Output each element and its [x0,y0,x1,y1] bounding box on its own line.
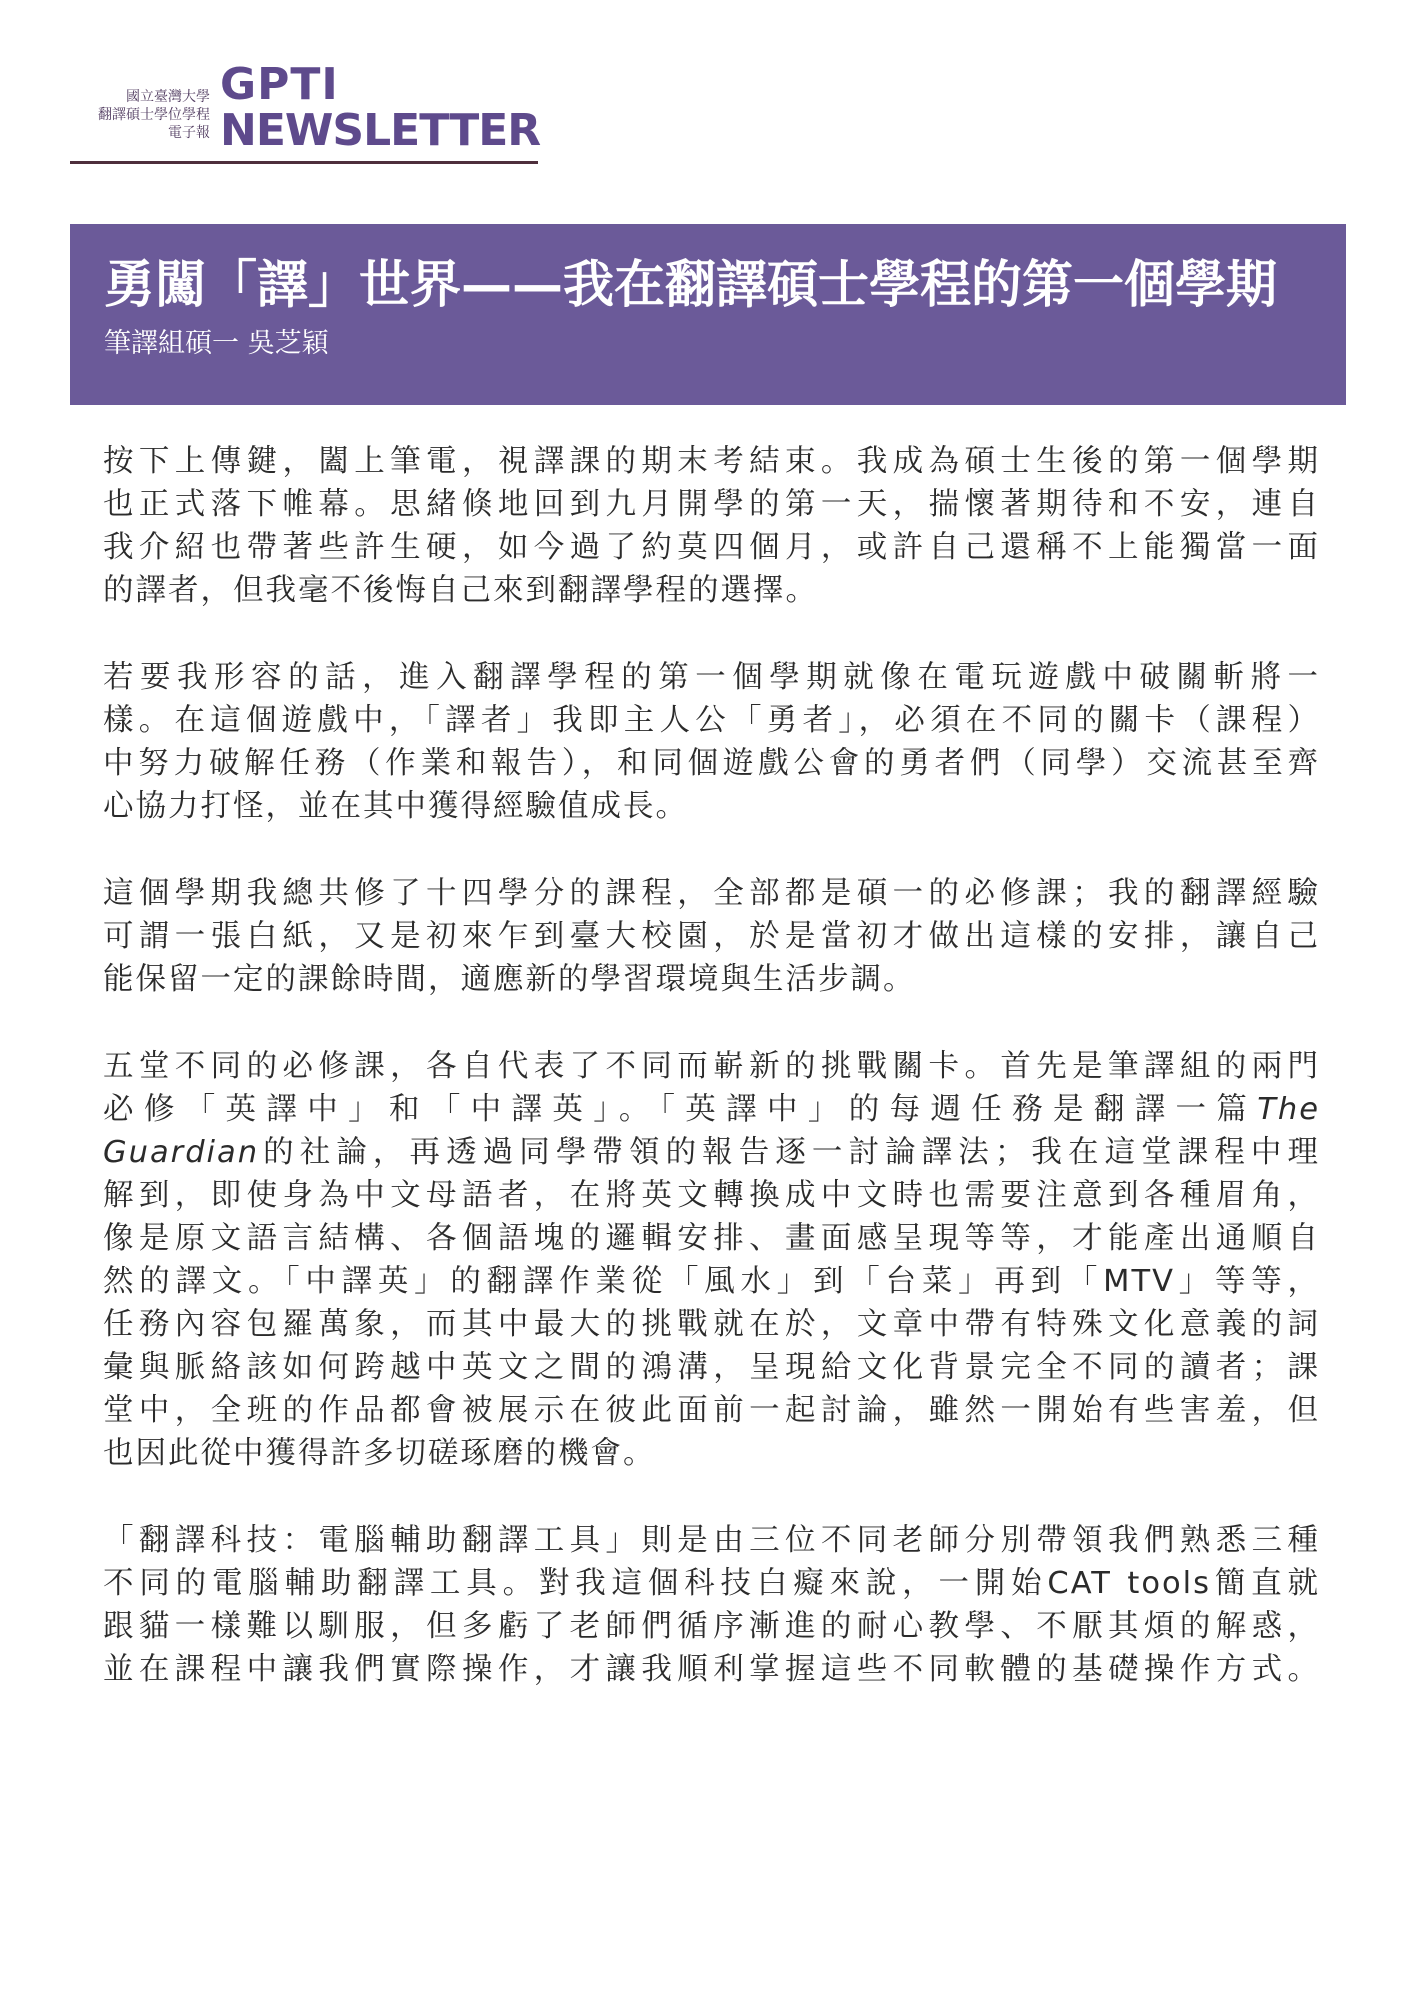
title-banner [70,224,1346,405]
paragraph [103,656,1320,828]
text-line: 能保留一定的課餘時間，適應新的學習環境與生活步調。 [103,962,916,997]
masthead [70,59,541,166]
article-body [103,440,1320,1735]
text-line: 不同的電腦輔助翻譯工具。對我這個科技白癡來說，一開始CAT tools簡直就 [103,1566,1320,1601]
text-line: 也因此從中獲得許多切磋琢磨的機會。 [103,1436,656,1471]
university-name [70,88,210,142]
italic-publication-name: Guardian [103,1135,260,1170]
text-line [103,1088,1320,1131]
text-line: 可謂一張白紙，又是初來乍到臺大校園，於是當初才做出這樣的安排，讓自己 [103,919,1320,954]
text-line: 按下上傳鍵，闔上筆電，視譯課的期末考結束。我成為碩士生後的第一個學期 [103,444,1320,479]
logo-line-gpti: GPTI [220,59,339,110]
text-line: 並在課程中讓我們實際操作，才讓我順利掌握這些不同軟體的基礎操作方式。 [103,1652,1320,1687]
text-line: 五堂不同的必修課，各自代表了不同而嶄新的挑戰關卡。首先是筆譯組的兩門 [103,1049,1320,1084]
org-line: 電子報 [168,125,210,141]
text-line: 的譯者，但我毫不後悔自己來到翻譯學程的選擇。 [103,573,818,608]
text-line: 解到，即使身為中文母語者，在將英文轉換成中文時也需要注意到各種眉角， [103,1178,1320,1213]
paragraph [103,1045,1320,1475]
paragraph [103,872,1320,1001]
text-line: 跟貓一樣難以馴服，但多虧了老師們循序漸進的耐心教學、不厭其煩的解惑， [103,1609,1320,1644]
paragraph [103,440,1320,612]
text-line: 心協力打怪，並在其中獲得經驗值成長。 [103,789,688,824]
masthead-divider [70,161,538,164]
org-line: 國立臺灣大學 [126,89,210,105]
text-segment: 的社論，再透過同學帶領的報告逐一討論譯法；我在這堂課程中理 [259,1135,1320,1170]
newsletter-logo [220,59,541,156]
text-line: 也正式落下帷幕。思緒倏地回到九月開學的第一天，揣懷著期待和不安，連自 [103,487,1320,522]
text-line: 我介紹也帶著些許生硬，如今過了約莫四個月，或許自己還稱不上能獨當一面 [103,530,1320,565]
org-line: 翻譯碩士學位學程 [98,107,210,123]
italic-publication-name: The [1257,1092,1320,1127]
text-line [103,1131,1320,1174]
text-line: 然的譯文。「中譯英」的翻譯作業從「風水」到「台菜」再到「MTV」等等， [103,1264,1320,1299]
logo-line-newsletter: NEWSLETTER [220,105,541,156]
article-byline: 筆譯組碩一 吳芝穎 [104,328,329,359]
text-line: 堂中，全班的作品都會被展示在彼此面前一起討論，雖然一開始有些害羞，但 [103,1393,1320,1428]
text-line: 這個學期我總共修了十四學分的課程，全部都是碩一的必修課；我的翻譯經驗 [103,876,1320,911]
text-line: 「翻譯科技：電腦輔助翻譯工具」則是由三位不同老師分別帶領我們熟悉三種 [103,1523,1320,1558]
text-line: 若要我形容的話，進入翻譯學程的第一個學期就像在電玩遊戲中破關斬將一 [103,660,1320,695]
text-line: 任務內容包羅萬象，而其中最大的挑戰就在於，文章中帶有特殊文化意義的詞 [103,1307,1320,1342]
article-title: 勇闖「譯」世界——我在翻譯碩士學程的第一個學期 [104,256,1278,315]
paragraph [103,1519,1320,1691]
text-line: 中努力破解任務（作業和報告），和同個遊戲公會的勇者們（同學）交流甚至齊 [103,746,1320,781]
text-line: 樣。在這個遊戲中，「譯者」我即主人公「勇者」，必須在不同的關卡（課程） [103,703,1320,738]
text-line: 像是原文語言結構、各個語塊的邏輯安排、畫面感呈現等等，才能產出通順自 [103,1221,1320,1256]
text-segment: 必修「英譯中」和「中譯英」。「英譯中」的每週任務是翻譯一篇 [103,1092,1258,1127]
text-line: 彙與脈絡該如何跨越中英文之間的鴻溝，呈現給文化背景完全不同的讀者；課 [103,1350,1320,1385]
